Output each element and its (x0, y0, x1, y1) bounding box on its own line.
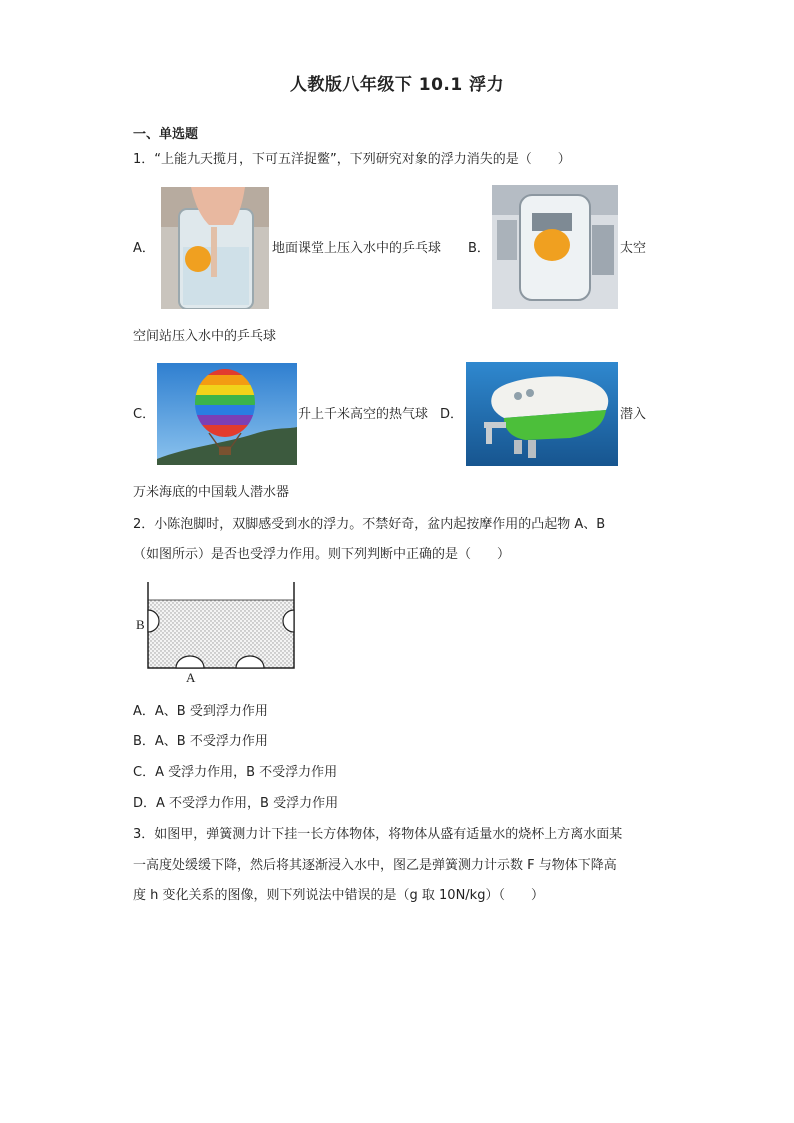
question-1-stem: 1．“上能九天揽月，下可五洋捉鳖”，下列研究对象的浮力消失的是（ ） (133, 152, 571, 167)
question-2-option-a: A．A、B 受到浮力作用 (133, 704, 268, 719)
question-3-line-3: 度 h 变化关系的图像，则下列说法中错误的是（g 取 10N/kg）（ ） (133, 888, 544, 903)
option-d-text-2: 万米海底的中国载人潜水器 (133, 485, 290, 500)
option-a-text: 地面课堂上压入水中的乒乓球 (272, 241, 442, 256)
question-2-option-d: D．A 不受浮力作用，B 受浮力作用 (133, 796, 339, 811)
section-heading: 一、单选题 (133, 127, 199, 142)
question-2-option-b: B．A、B 不受浮力作用 (133, 734, 268, 749)
option-c-text: 升上千米高空的热气球 (298, 407, 429, 422)
option-b-text-2: 空间站压入水中的乒乓球 (133, 329, 277, 344)
pingpong-ground-image (161, 187, 269, 309)
figure-label-b: B (136, 617, 145, 632)
figure-label-a: A (186, 670, 196, 685)
submersible-image (466, 362, 618, 466)
option-c-label: C． (133, 407, 156, 422)
option-b-label: B． (468, 241, 490, 256)
question-2-option-c: C．A 受浮力作用，B 不受浮力作用 (133, 765, 338, 780)
option-a-label: A． (133, 241, 155, 256)
option-d-text-1: 潜入 (620, 407, 647, 422)
pingpong-space-image (492, 185, 618, 309)
option-b-text-1: 太空 (620, 241, 647, 256)
question-2-stem-line-2: （如图所示）是否也受浮力作用。则下列判断中正确的是（ ） (133, 547, 511, 562)
question-3-line-1: 3．如图甲，弹簧测力计下挂一长方体物体，将物体从盛有适量水的烧杯上方离水面某 (133, 827, 623, 842)
page-title: 人教版八年级下 10.1 浮力 (289, 75, 505, 95)
hot-air-balloon-image (157, 363, 297, 465)
option-d-label: D． (440, 407, 464, 422)
basin-diagram (130, 580, 300, 682)
question-3-line-2: 一高度处缓缓下降，然后将其逐渐浸入水中，图乙是弹簧测力计示数 F 与物体下降高 (133, 858, 617, 873)
question-2-stem-line-1: 2．小陈泡脚时，双脚感受到水的浮力。不禁好奇，盆内起按摩作用的凸起物 A、B (133, 517, 606, 532)
